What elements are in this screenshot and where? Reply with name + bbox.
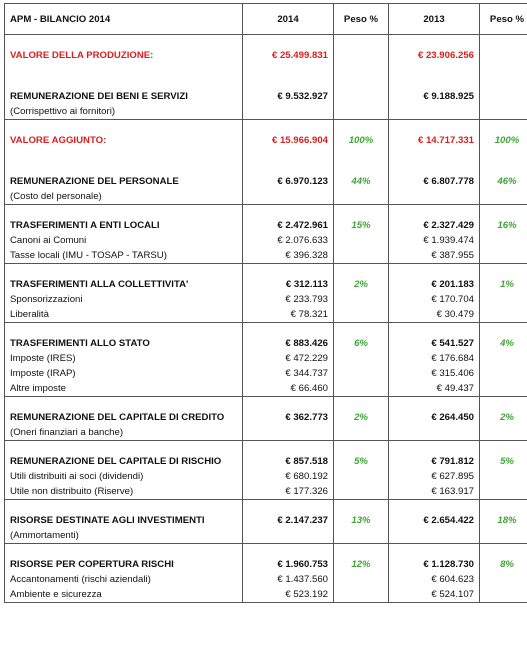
- header-peso-2013: Peso %: [480, 4, 527, 35]
- table-row: [5, 189, 527, 205]
- row-label: VALORE DELLA PRODUZIONE:: [5, 48, 243, 63]
- balance-table: [4, 3, 527, 603]
- row-sublabel: Canoni ai Comuni: [5, 233, 243, 248]
- value-2013: € 387.955: [389, 248, 480, 264]
- value-2013: € 604.623: [389, 572, 480, 587]
- peso-2013: [480, 89, 527, 104]
- row-sublabel: Liberalità: [5, 307, 243, 323]
- peso-2013: 1%: [480, 277, 527, 292]
- table-row: [5, 48, 527, 63]
- balance-sheet: [4, 3, 525, 603]
- table-row: [5, 410, 527, 425]
- value-2013: € 9.188.925: [389, 89, 480, 104]
- value-2013: € 163.917: [389, 484, 480, 500]
- table-row: [5, 277, 527, 292]
- peso-2014: 100%: [334, 133, 389, 148]
- value-2013: € 264.450: [389, 410, 480, 425]
- peso-2013: 18%: [480, 513, 527, 528]
- table-title: APM - BILANCIO 2014: [5, 4, 243, 35]
- value-2013: € 315.406: [389, 366, 480, 381]
- value-2013: € 1.939.474: [389, 233, 480, 248]
- row-sublabel: Ambiente e sicurezza: [5, 587, 243, 603]
- table-row: [5, 104, 527, 120]
- row-sublabel: Utile non distribuito (Riserve): [5, 484, 243, 500]
- header-2014: 2014: [243, 4, 334, 35]
- value-2013: € 49.437: [389, 381, 480, 397]
- peso-2013: 100%: [480, 133, 527, 148]
- value-2014: € 2.076.633: [243, 233, 334, 248]
- peso-2014: [334, 48, 389, 63]
- peso-2013: 2%: [480, 410, 527, 425]
- row-sublabel: Altre imposte: [5, 381, 243, 397]
- peso-2014: 6%: [334, 336, 389, 351]
- peso-2013: 8%: [480, 557, 527, 572]
- peso-2014: 2%: [334, 410, 389, 425]
- value-2014: € 1.437.560: [243, 572, 334, 587]
- value-2014: € 857.518: [243, 454, 334, 469]
- value-2014: € 233.793: [243, 292, 334, 307]
- peso-2014: 5%: [334, 454, 389, 469]
- value-2013: € 23.906.256: [389, 48, 480, 63]
- row-label: REMUNERAZIONE DEL PERSONALE: [5, 174, 243, 189]
- value-2014: € 2.147.237: [243, 513, 334, 528]
- value-2013: € 176.684: [389, 351, 480, 366]
- value-2014: € 680.192: [243, 469, 334, 484]
- row-label: TRASFERIMENTI A ENTI LOCALI: [5, 218, 243, 233]
- row-sublabel: Imposte (IRES): [5, 351, 243, 366]
- row-label: REMUNERAZIONE DEI BENI E SERVIZI: [5, 89, 243, 104]
- table-row: [5, 381, 527, 397]
- table-row: [5, 425, 527, 441]
- row-sublabel: Imposte (IRAP): [5, 366, 243, 381]
- table-row: [5, 89, 527, 104]
- peso-2013: [480, 48, 527, 63]
- table-row: [5, 292, 527, 307]
- value-2014: € 362.773: [243, 410, 334, 425]
- value-2013: € 524.107: [389, 587, 480, 603]
- table-row: [5, 587, 527, 603]
- peso-2013: 46%: [480, 174, 527, 189]
- row-sublabel: Sponsorizzazioni: [5, 292, 243, 307]
- table-row: [5, 366, 527, 381]
- row-label: TRASFERIMENTI ALLO STATO: [5, 336, 243, 351]
- table-row: [5, 351, 527, 366]
- row-sublabel: Utili distribuiti ai soci (dividendi): [5, 469, 243, 484]
- table-row: [5, 233, 527, 248]
- table-row: [5, 307, 527, 323]
- peso-2014: 15%: [334, 218, 389, 233]
- value-2014: € 523.192: [243, 587, 334, 603]
- peso-2014: 2%: [334, 277, 389, 292]
- peso-2014: 12%: [334, 557, 389, 572]
- table-row: [5, 133, 527, 148]
- table-row: [5, 336, 527, 351]
- row-label: VALORE AGGIUNTO:: [5, 133, 243, 148]
- peso-2014: 44%: [334, 174, 389, 189]
- table-row: [5, 174, 527, 189]
- table-row: [5, 484, 527, 500]
- header-2013: 2013: [389, 4, 480, 35]
- value-2013: € 791.812: [389, 454, 480, 469]
- value-2014: € 472.229: [243, 351, 334, 366]
- header-row: [5, 4, 527, 35]
- value-2014: € 883.426: [243, 336, 334, 351]
- peso-2013: 4%: [480, 336, 527, 351]
- row-sublabel: Accantonamenti (rischi aziendali): [5, 572, 243, 587]
- row-sublabel: Tasse locali (IMU - TOSAP - TARSU): [5, 248, 243, 264]
- peso-2014: [334, 89, 389, 104]
- row-sublabel: (Ammortamenti): [5, 528, 243, 544]
- peso-2014: 13%: [334, 513, 389, 528]
- table-row: [5, 513, 527, 528]
- value-2014: € 15.966.904: [243, 133, 334, 148]
- value-2014: € 9.532.927: [243, 89, 334, 104]
- value-2013: € 627.895: [389, 469, 480, 484]
- row-label: RISORSE DESTINATE AGLI INVESTIMENTI: [5, 513, 243, 528]
- value-2014: € 177.326: [243, 484, 334, 500]
- row-label: RISORSE PER COPERTURA RISCHI: [5, 557, 243, 572]
- peso-2013: 5%: [480, 454, 527, 469]
- value-2014: € 6.970.123: [243, 174, 334, 189]
- row-label: TRASFERIMENTI ALLA COLLETTIVITA': [5, 277, 243, 292]
- value-2014: € 312.113: [243, 277, 334, 292]
- value-2014: € 2.472.961: [243, 218, 334, 233]
- value-2013: € 541.527: [389, 336, 480, 351]
- value-2013: € 201.183: [389, 277, 480, 292]
- value-2014: € 344.737: [243, 366, 334, 381]
- table-row: [5, 469, 527, 484]
- table-row: [5, 218, 527, 233]
- row-sublabel: (Oneri finanziari a banche): [5, 425, 243, 441]
- value-2014: € 396.328: [243, 248, 334, 264]
- value-2014: € 78.321: [243, 307, 334, 323]
- value-2013: € 1.128.730: [389, 557, 480, 572]
- table-row: [5, 528, 527, 544]
- value-2013: € 2.327.429: [389, 218, 480, 233]
- table-row: [5, 454, 527, 469]
- table-row: [5, 572, 527, 587]
- value-2013: € 30.479: [389, 307, 480, 323]
- row-sublabel: (Costo del personale): [5, 189, 243, 205]
- value-2013: € 170.704: [389, 292, 480, 307]
- value-2013: € 6.807.778: [389, 174, 480, 189]
- value-2014: € 66.460: [243, 381, 334, 397]
- row-label: REMUNERAZIONE DEL CAPITALE DI CREDITO: [5, 410, 243, 425]
- peso-2013: 16%: [480, 218, 527, 233]
- table-row: [5, 557, 527, 572]
- row-label: REMUNERAZIONE DEL CAPITALE DI RISCHIO: [5, 454, 243, 469]
- value-2014: € 1.960.753: [243, 557, 334, 572]
- header-peso-2014: Peso %: [334, 4, 389, 35]
- table-row: [5, 248, 527, 264]
- value-2014: € 25.499.831: [243, 48, 334, 63]
- value-2013: € 2.654.422: [389, 513, 480, 528]
- value-2013: € 14.717.331: [389, 133, 480, 148]
- row-sublabel: (Corrispettivo ai fornitori): [5, 104, 243, 120]
